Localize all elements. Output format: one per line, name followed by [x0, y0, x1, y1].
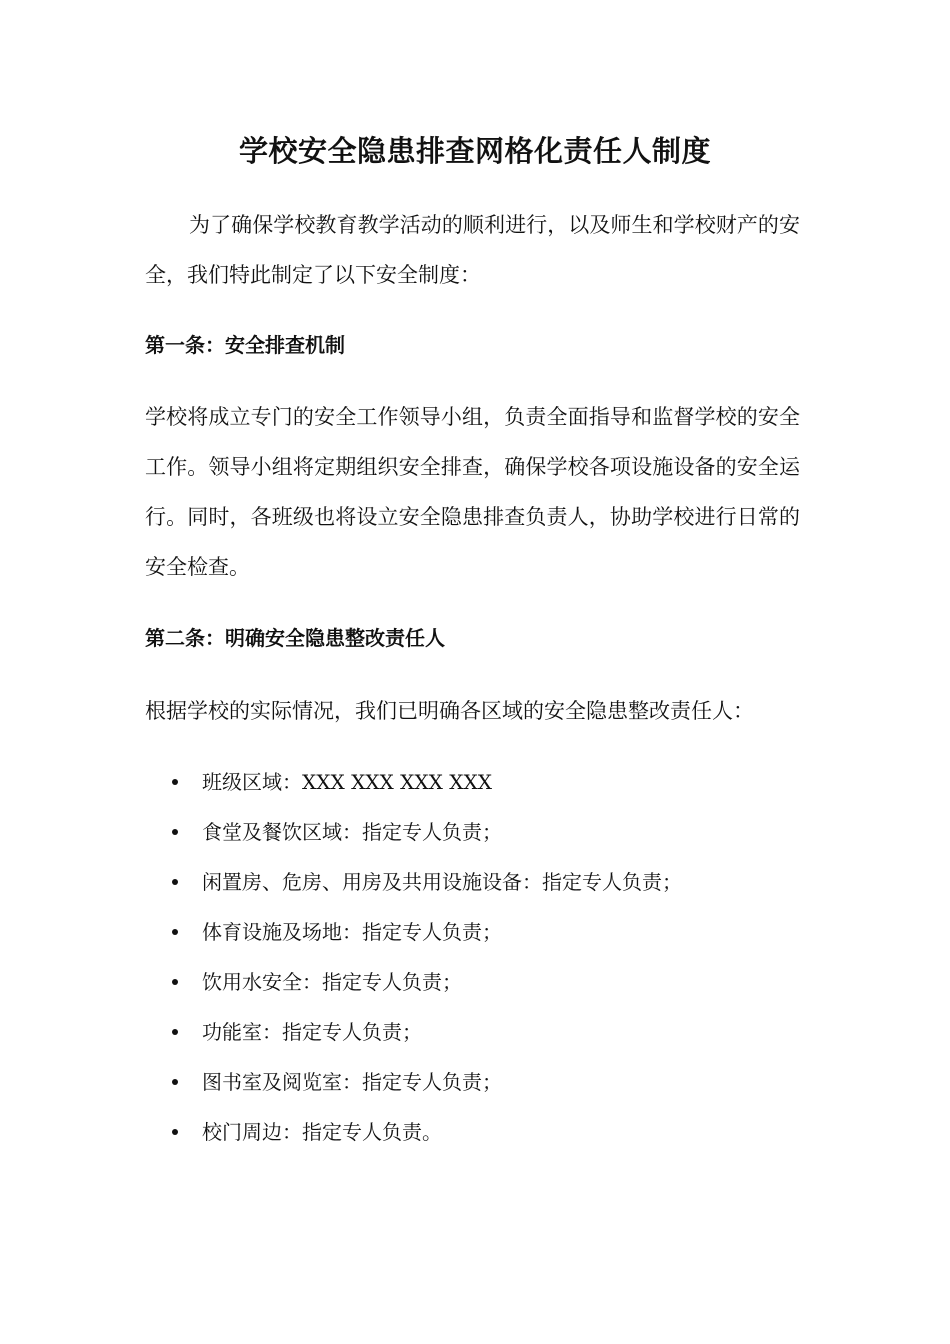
bullet-icon — [172, 1129, 178, 1135]
list-item-text: 功能室：指定专人负责； — [202, 1020, 422, 1044]
list-item — [145, 907, 800, 957]
list-item — [145, 857, 800, 907]
list-item — [145, 807, 800, 857]
list-item — [145, 957, 800, 1007]
bullet-icon — [172, 1029, 178, 1035]
list-item — [145, 757, 800, 807]
list-item-text: 图书室及阅览室：指定专人负责； — [202, 1070, 502, 1094]
bullet-icon — [172, 979, 178, 985]
bullet-icon — [172, 779, 178, 785]
document-title: 学校安全隐患排查网格化责任人制度 — [238, 134, 711, 168]
list-item-text: 饮用水安全：指定专人负责； — [202, 970, 462, 994]
list-item — [145, 1057, 800, 1107]
list-item-text: 体育设施及场地：指定专人负责； — [202, 920, 502, 944]
list-item — [145, 1007, 800, 1057]
intro-paragraph: 为了确保学校教育教学活动的顺利进行，以及师生和学校财产的安全，我们特此制定了以下安全制度： — [145, 213, 800, 287]
bullet-icon — [172, 1079, 178, 1085]
bullet-icon — [172, 879, 178, 885]
list-item-text: 班级区域：XXX XXX XXX XXX — [202, 770, 492, 794]
bullet-icon — [172, 829, 178, 835]
section-1-body: 学校将成立专门的安全工作领导小组，负责全面指导和监督学校的安全工作。领导小组将定期组织安全排查，确保学校各项设施设备的安全运行。同时，各班级也将设立安全隐患排查负责人，协助学校进行日常的安全检查。 — [145, 405, 800, 579]
list-item-text: 食堂及餐饮区域：指定专人负责； — [202, 820, 502, 844]
list-item-text: 校门周边：指定专人负责。 — [202, 1120, 442, 1144]
section-2-body: 根据学校的实际情况，我们已明确各区域的安全隐患整改责任人： — [145, 699, 754, 723]
bullet-icon — [172, 929, 178, 935]
list-item-text: 闲置房、危房、用房及共用设施设备：指定专人负责； — [202, 870, 682, 894]
list-item — [145, 1107, 800, 1157]
section-2-heading: 第二条：明确安全隐患整改责任人 — [145, 626, 445, 650]
responsibility-list — [145, 757, 800, 1157]
section-1-heading: 第一条：安全排查机制 — [145, 333, 345, 357]
